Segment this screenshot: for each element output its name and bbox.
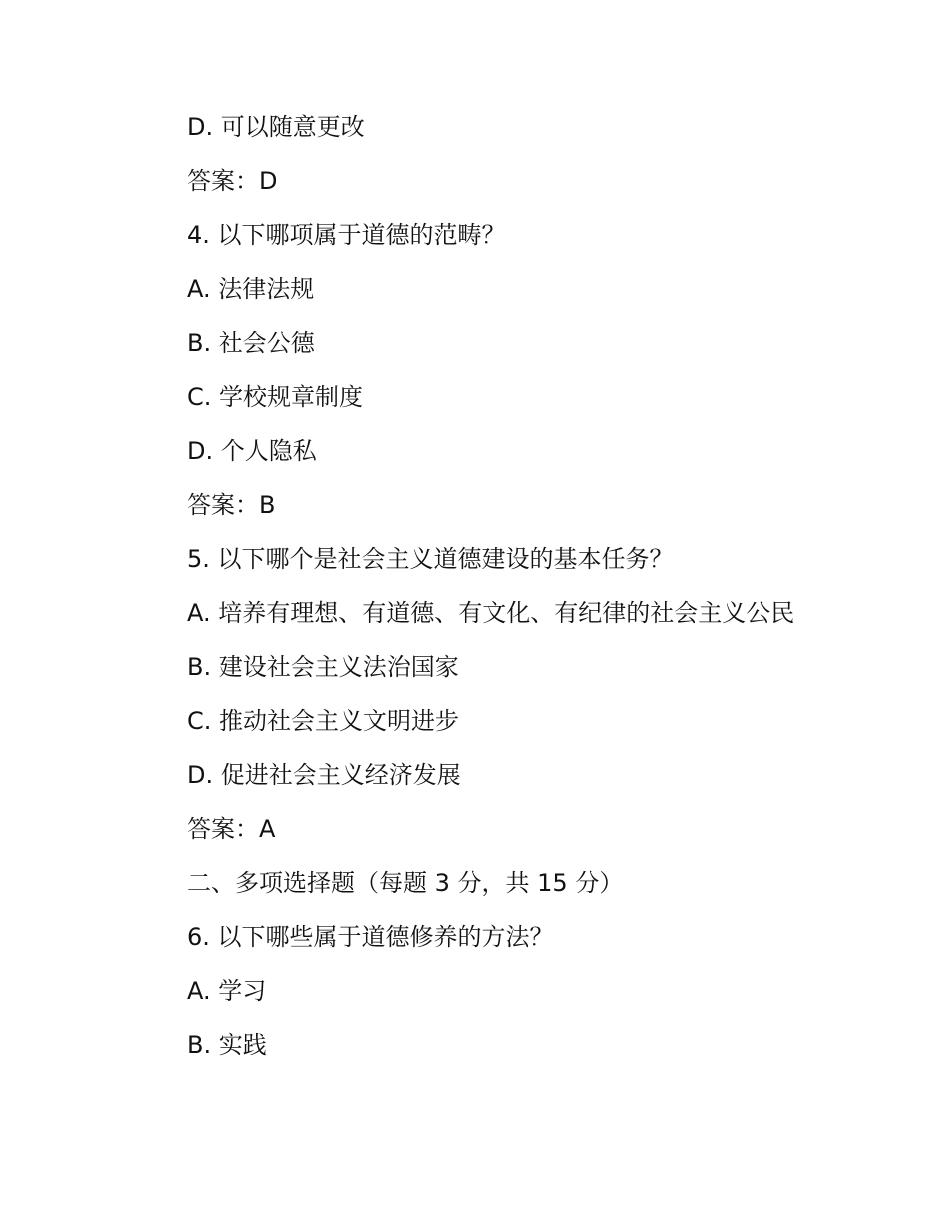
document-body [140,108,800,1080]
option-a: A. 法律法规 [187,275,315,303]
question-5: 5. 以下哪个是社会主义道德建设的基本任务？ [187,545,674,573]
section-heading: 二、多项选择题（每题 3 分，共 15 分） [187,869,624,897]
option-b: B. 社会公德 [187,329,315,357]
option-d: D. 可以随意更改 [187,113,365,141]
question-6: 6. 以下哪些属于道德修养的方法？ [187,923,554,951]
option-a: A. 培养有理想、有道德、有文化、有纪律的社会主义公民 [187,599,795,627]
option-b: B. 实践 [187,1031,267,1059]
option-d: D. 促进社会主义经济发展 [187,761,461,789]
answer-line: 答案：D [187,167,278,195]
option-b: B. 建设社会主义法治国家 [187,653,459,681]
option-c: C. 学校规章制度 [187,383,364,411]
question-4: 4. 以下哪项属于道德的范畴？ [187,221,506,249]
option-d: D. 个人隐私 [187,437,317,465]
answer-line: 答案：A [187,815,276,843]
option-c: C. 推动社会主义文明进步 [187,707,460,735]
option-a: A. 学习 [187,977,267,1005]
answer-line: 答案：B [187,491,276,519]
